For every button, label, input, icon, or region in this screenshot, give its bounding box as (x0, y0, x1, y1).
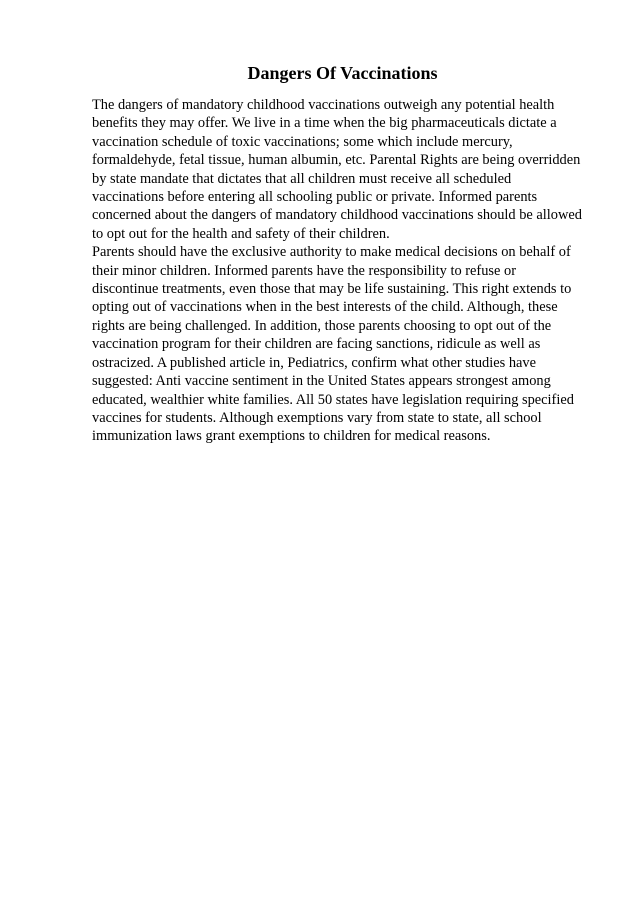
text-line: formaldehyde, fetal tissue, human albumin, etc. Parental Rights are being overridden (92, 152, 581, 169)
text-line: benefits they may offer. We live in a time when the big pharmaceuticals dictate a (92, 115, 557, 132)
text-line: vaccinations before entering all schooling public or private. Informed parents (92, 189, 538, 206)
text-line: suggested: Anti vaccine sentiment in the United States appears strongest among (92, 373, 551, 390)
text-line: vaccination program for their children are facing sanctions, ridicule as well as (92, 336, 541, 353)
text-line: to opt out for the health and safety of their children. (92, 225, 390, 242)
text-line: educated, wealthier white families. All 50 states have legislation requiring specified (92, 391, 574, 408)
text-line: rights are being challenged. In addition, those parents choosing to opt out of the (92, 317, 552, 334)
text-line: vaccines for students. Although exemptions vary from state to state, all school (92, 409, 542, 426)
text-line: vaccination schedule of toxic vaccinations; some which include mercury, (92, 133, 513, 150)
text-line: immunization laws grant exemptions to children for medical reasons. (92, 428, 491, 445)
text-line: concerned about the dangers of mandatory childhood vaccinations should be allowed (92, 207, 582, 224)
document-body (92, 96, 592, 446)
text-line: by state mandate that dictates that all children must receive all scheduled (92, 170, 512, 187)
text-line: discontinue treatments, even those that may be life sustaining. This right extends to (92, 281, 572, 298)
text-line: their minor children. Informed parents have the responsibility to refuse or (92, 262, 516, 279)
document-title: Dangers Of Vaccinations (247, 63, 438, 83)
text-line: The dangers of mandatory childhood vaccinations outweigh any potential health (92, 97, 555, 113)
text-line: Parents should have the exclusive authority to make medical decisions on behalf of (92, 244, 571, 261)
text-line: opting out of vaccinations when in the best interests of the child. Although, these (92, 299, 558, 316)
text-line: ostracized. A published article in, Pediatrics, confirm what other studies have (92, 354, 536, 371)
